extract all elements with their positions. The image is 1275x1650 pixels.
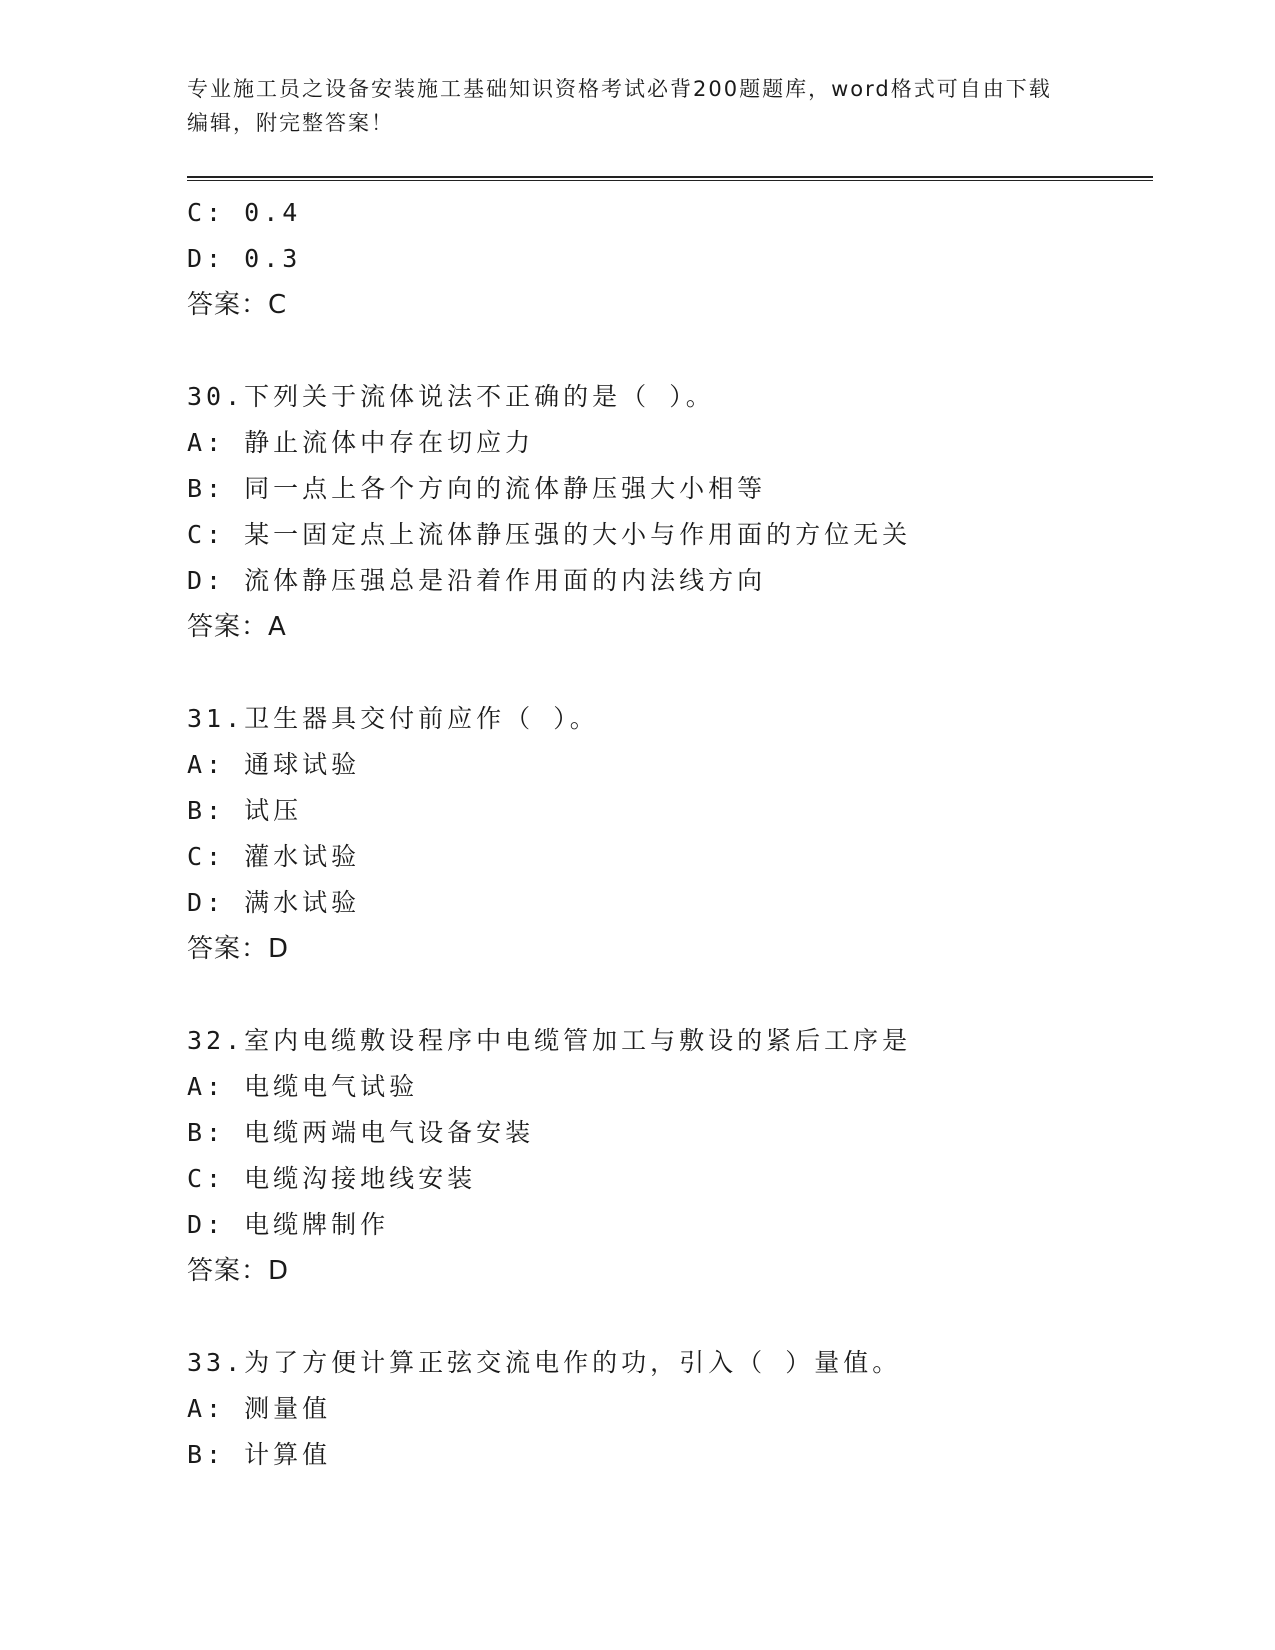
option-c: C: 电缆沟接地线安装 [187, 1164, 477, 1193]
option-b: B: 计算值 [187, 1440, 332, 1469]
option-d: D: 满水试验 [187, 888, 361, 917]
question-stem: 32.室内电缆敷设程序中电缆管加工与敷设的紧后工序是 [187, 1026, 912, 1055]
option-c: C: 0.4 [187, 198, 302, 227]
option-d: D: 电缆牌制作 [187, 1210, 390, 1239]
option-b: B: 同一点上各个方向的流体静压强大小相等 [187, 474, 767, 503]
header-divider [187, 176, 1153, 181]
spacer [187, 1294, 1147, 1340]
spacer [187, 328, 1147, 374]
answer-line: 答案：A [187, 612, 287, 642]
document-header-title: 专业施工员之设备安装施工基础知识资格考试必背200题题库，word格式可自由下载编辑，附完整答案！ [187, 77, 1052, 135]
question-list [187, 190, 1147, 1478]
option-a: A: 通球试验 [187, 750, 361, 779]
option-a: A: 静止流体中存在切应力 [187, 428, 535, 457]
answer-line: 答案：C [187, 290, 288, 320]
option-d: D: 0.3 [187, 244, 302, 273]
spacer [187, 650, 1147, 696]
question-stem: 31.卫生器具交付前应作（ ）。 [187, 704, 599, 733]
question-stem: 33.为了方便计算正弦交流电作的功，引入（ ）量值。 [187, 1348, 902, 1377]
answer-line: 答案：D [187, 934, 290, 964]
answer-line: 答案：D [187, 1256, 290, 1286]
option-b: B: 电缆两端电气设备安装 [187, 1118, 535, 1147]
option-d: D: 流体静压强总是沿着作用面的内法线方向 [187, 566, 767, 595]
option-c: C: 某一固定点上流体静压强的大小与作用面的方位无关 [187, 520, 912, 549]
option-c: C: 灌水试验 [187, 842, 361, 871]
option-a: A: 电缆电气试验 [187, 1072, 419, 1101]
option-a: A: 测量值 [187, 1394, 332, 1423]
question-stem: 30.下列关于流体说法不正确的是（ ）。 [187, 382, 715, 411]
spacer [187, 972, 1147, 1018]
option-b: B: 试压 [187, 796, 303, 825]
